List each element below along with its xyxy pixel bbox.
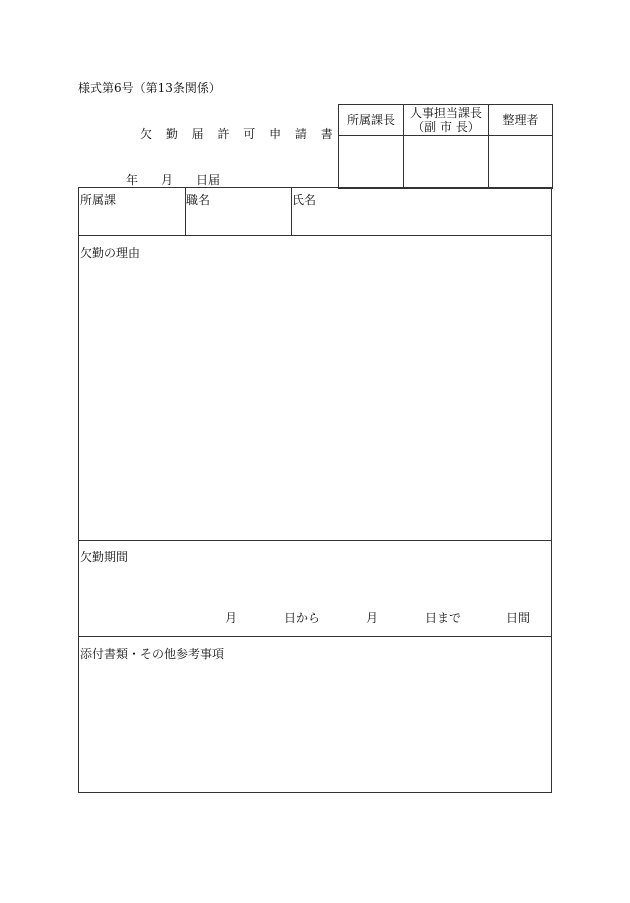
date-day-label: 日届	[196, 173, 221, 187]
approval-header-personnel-chief	[404, 105, 489, 136]
date-year-label: 年	[126, 173, 139, 187]
department-label: 所属課	[80, 193, 117, 207]
job-title-label: 職名	[186, 193, 211, 207]
period-to-day: 日まで	[425, 611, 462, 625]
divider	[79, 636, 551, 637]
divider	[79, 235, 551, 236]
date-month-label: 月	[161, 173, 174, 187]
attachments-label: 添付書類・その他参考事項	[80, 647, 225, 661]
document-title: 欠 勤 届 許 可 申 請 書	[140, 127, 338, 141]
approval-header-organizer: 整理者	[489, 105, 553, 136]
period-from-month: 月	[225, 611, 238, 625]
approval-stamp-table	[338, 104, 553, 189]
period-from-day: 日から	[284, 611, 321, 625]
form-number-label: 様式第6号（第13条関係）	[78, 81, 221, 95]
approval-stamp-organizer[interactable]	[489, 136, 553, 189]
application-form	[78, 187, 552, 793]
approval-header-dept-chief: 所属課長	[339, 105, 404, 136]
period-to-month: 月	[366, 611, 379, 625]
divider	[79, 540, 551, 541]
period-total-days: 日間	[506, 611, 531, 625]
approval-personnel-chief-label: 人事担当課長	[409, 106, 482, 120]
name-label: 氏名	[292, 193, 317, 207]
approval-vice-mayor-label: （副 市 長）	[412, 120, 480, 134]
absence-reason-label: 欠勤の理由	[80, 246, 141, 260]
absence-period-label: 欠勤期間	[80, 550, 129, 564]
approval-stamp-dept-chief[interactable]	[339, 136, 404, 189]
approval-stamp-personnel-chief[interactable]	[404, 136, 489, 189]
